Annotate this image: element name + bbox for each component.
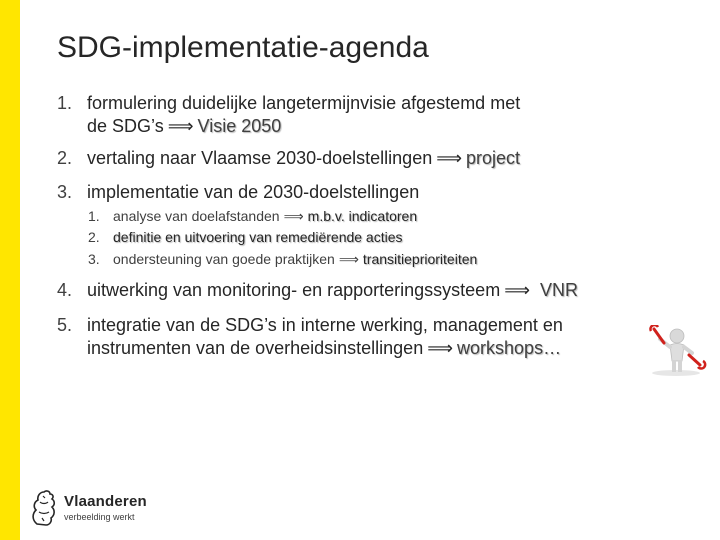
item-text: vertaling naar Vlaamse 2030-doelstellingen ⟹ project	[87, 148, 521, 168]
implies-arrow-icon: ⟹	[338, 251, 359, 267]
item-number: 3.	[57, 182, 73, 202]
page-title: SDG-implementatie-agenda	[57, 31, 429, 64]
logo-name: Vlaanderen	[64, 493, 147, 510]
implies-arrow-icon: ⟹	[167, 116, 194, 136]
item-text: integratie van de SDG’s in interne werking, management en instrumenten van de overheidsinstellingen ⟹ workshops…	[87, 315, 563, 358]
implies-arrow-icon: ⟹	[436, 148, 463, 168]
sub-item-text: ondersteuning van goede praktijken ⟹ transitieprioriteiten	[113, 251, 478, 267]
item-result: workshops…	[457, 338, 562, 358]
sub-item-result: transitieprioriteiten	[362, 251, 478, 267]
logo-tagline: verbeelding werkt	[64, 512, 135, 522]
tools-figure-icon	[648, 325, 710, 377]
sub-item-result: m.b.v. indicatoren	[307, 208, 418, 224]
flemish-lion-icon	[28, 488, 58, 528]
sub-item-text: analyse van doelafstanden ⟹ m.b.v. indicatoren	[113, 208, 418, 224]
sub-item-number: 1.	[88, 208, 100, 224]
sub-item-number: 2.	[88, 229, 100, 245]
sub-item-text: definitie en uitvoering van remediërende acties	[113, 229, 403, 245]
item-text: uitwerking van monitoring- en rapporteringssysteem ⟹ VNR	[87, 280, 579, 300]
item-number: 4.	[57, 280, 73, 300]
item-number: 1.	[57, 93, 73, 113]
item-text: implementatie van de 2030-doelstellingen	[87, 182, 420, 202]
sub-item-number: 3.	[88, 251, 100, 267]
item-result: VNR	[540, 280, 579, 300]
item-text: formulering duidelijke langetermijnvisie afgestemd met de SDG’s ⟹ Visie 2050	[87, 93, 521, 136]
item-result: project	[466, 148, 521, 168]
item-result: Visie 2050	[197, 116, 282, 136]
item-number: 2.	[57, 148, 73, 168]
item-number: 5.	[57, 315, 73, 335]
implies-arrow-icon: ⟹	[427, 338, 454, 358]
implies-arrow-icon: ⟹	[283, 208, 304, 224]
implies-arrow-icon: ⟹	[504, 280, 531, 300]
yellow-accent-bar	[0, 0, 20, 540]
